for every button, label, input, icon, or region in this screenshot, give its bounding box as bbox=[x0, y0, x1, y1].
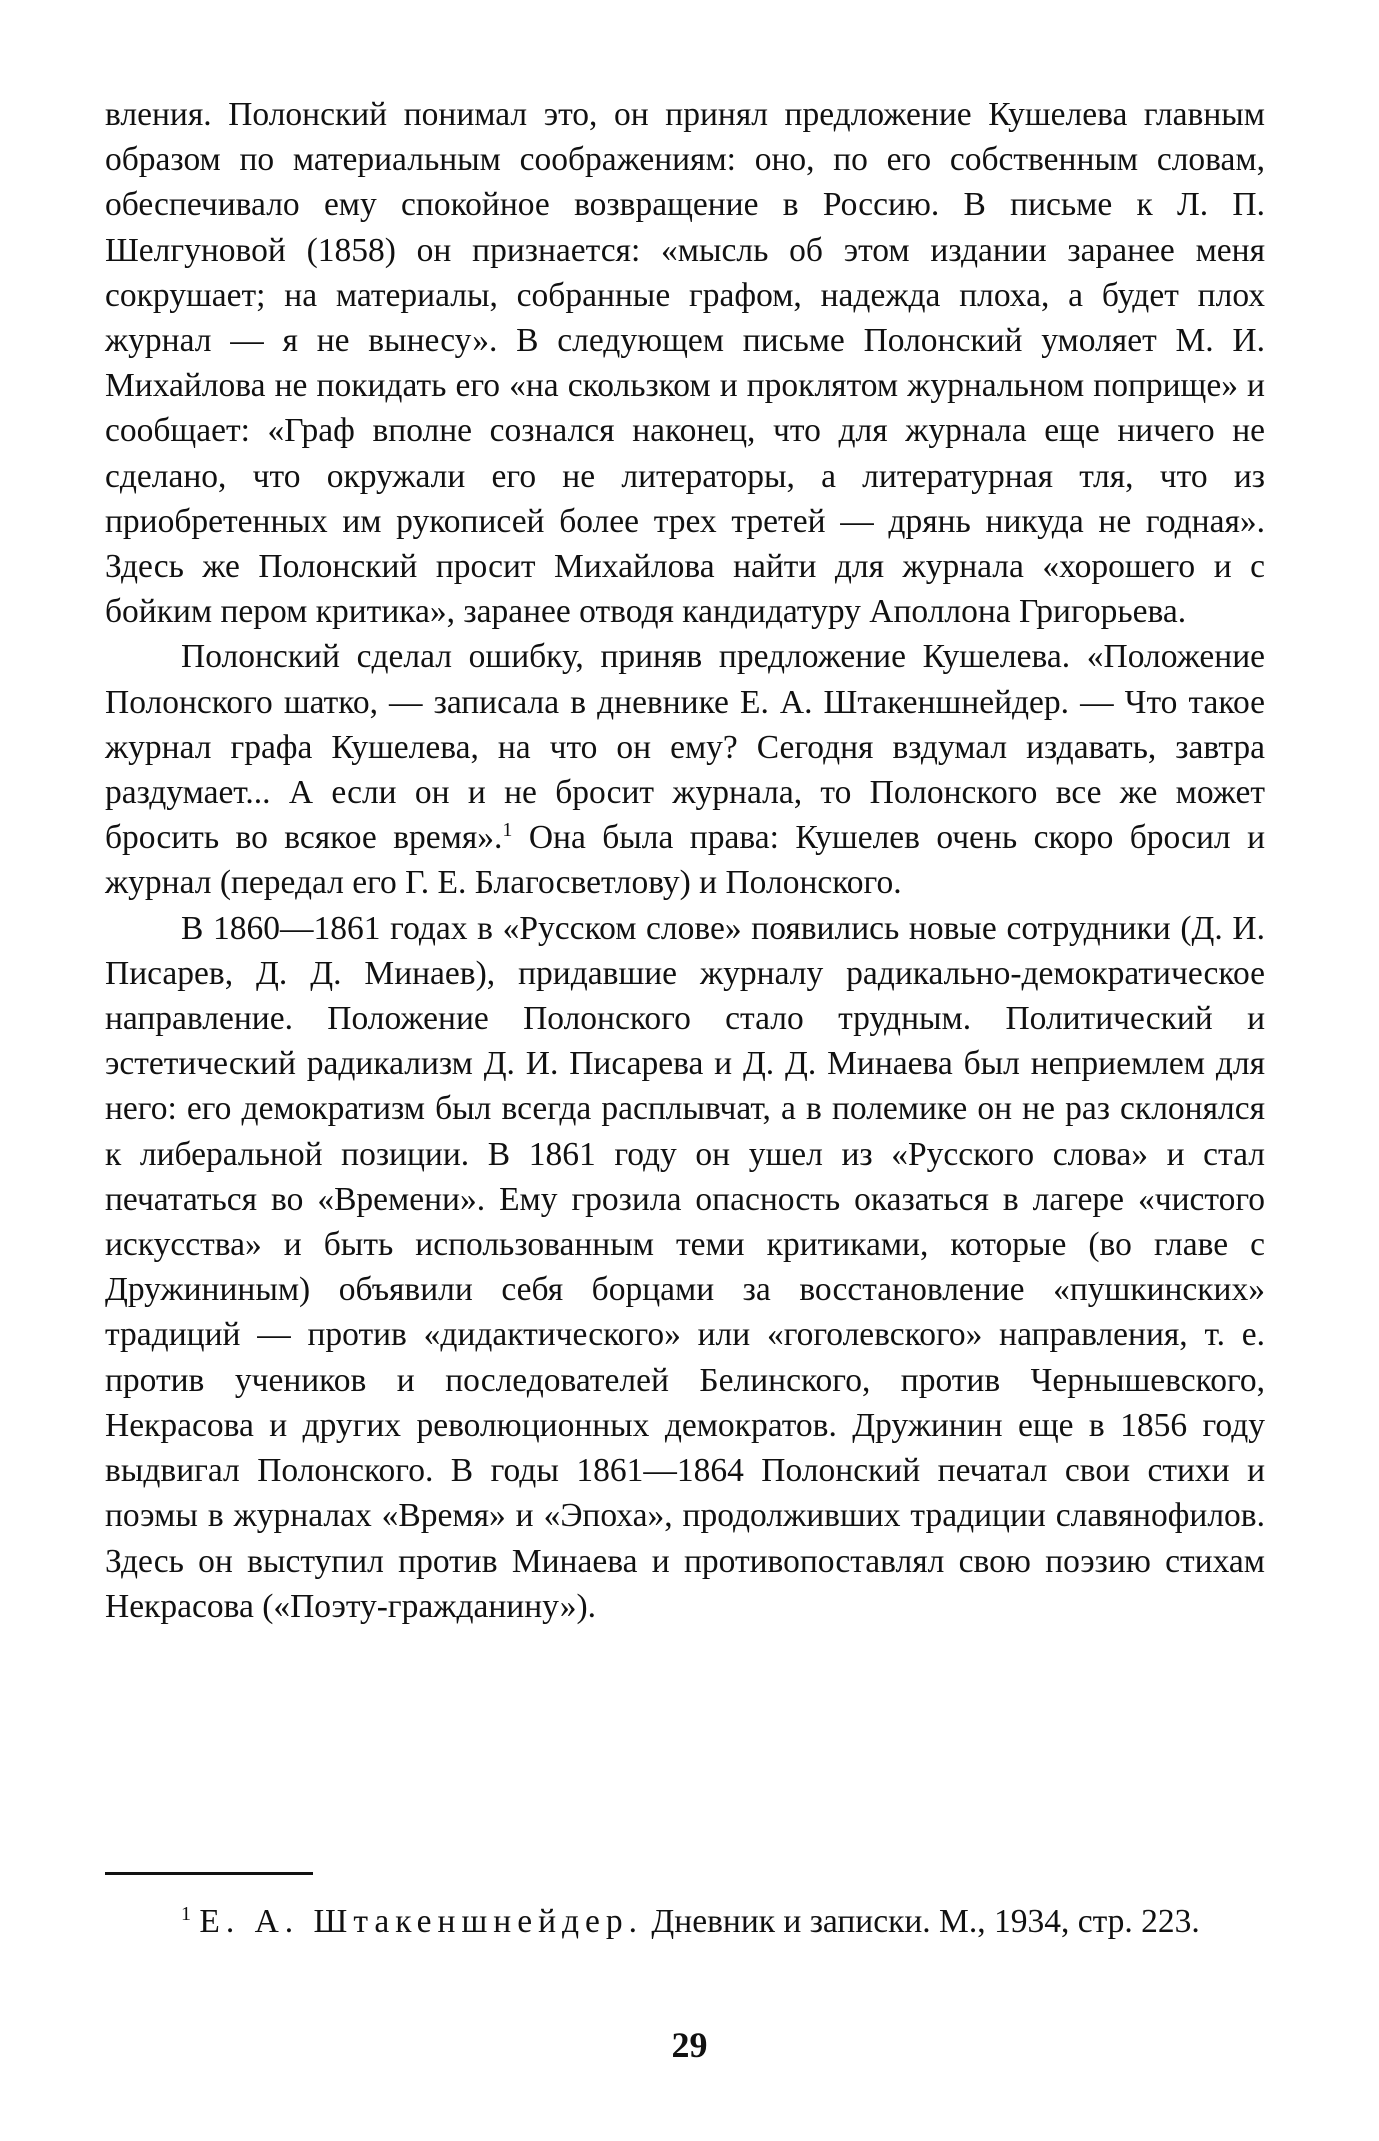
footnote-text: Дневник и записки. М., 1934, стр. 223. bbox=[651, 1903, 1200, 1940]
paragraph-2-continuation: Она была права: Кушелев очень скоро бросил и журнал (передал его Г. Е. Благосветлову) и Полонского. bbox=[105, 819, 1266, 902]
footnote-number: 1 bbox=[181, 1902, 191, 1925]
footnote bbox=[105, 1900, 1265, 1944]
footnote-divider bbox=[105, 1872, 313, 1875]
paragraph-3: В 1860—1861 годах в «Русском слове» появились новые сотрудники (Д. И. Писарев, Д. Д. Минаев), придавшие журналу радикально-демократическое направление. Положение Полонского стало трудным. Политический и эстетический радикализм Д. И. Писарева и Д. Д. Минаева был неприемлем для него: его демократизм был всегда расплывчат, а в полемике он не раз склонялся к либеральной позиции. В 1861 году он ушел из «Русского слова» и стал печататься во «Времени». Ему грозила опасность оказаться в лагере «чистого искусства» и быть использованным теми критиками, которые (во главе с Дружининым) объявили себя борцами за восстановление «пушкинских» традиций — против «дидактического» или «гоголевского» направления, т. е. против учеников и последователей Белинского, против Чернышевского, Некрасова и других революционных демократов. Дружинин еще в 1856 году выдвигал Полонского. В годы 1861—1864 Полонский печатал свои стихи и поэмы в журналах «Время» и «Эпоха», продолживших традиции славянофилов. Здесь он выступил против Минаева и противопоставлял свою поэзию стихам Некрасова («Поэту-гражданину»). bbox=[105, 909, 1265, 1625]
page-number: 29 bbox=[671, 2025, 708, 2065]
page-body bbox=[105, 92, 1265, 1629]
paragraph-2 bbox=[105, 634, 1265, 905]
footnote-reference: 1 bbox=[502, 819, 513, 842]
paragraph-1: вления. Полонский понимал это, он принял предложение Кушелева главным образом по материальным соображениям: оно, по его собственным словам, обеспечивало ему спокойное возвращение в Россию. В письме к Л. П. Шелгуновой (1858) он признается: «мысль об этом издании заранее меня сокрушает; на материалы, собранные графом, надежда плоха, а будет плох журнал — я не вынесу». В следующем письме Полонский умоляет М. И. Михайлова не покидать его «на скользком и проклятом журнальном поприще» и сообщает: «Граф вполне сознался наконец, что для журнала еще ничего не сделано, что окружали его не литераторы, а литературная тля, что из приобретенных им рукописей более трех третей — дрянь никуда не годная». Здесь же Полонский просит Михайлова найти для журнала «хорошего и с бойким пером критика», заранее отводя кандидатуру Аполлона Григорьева. bbox=[105, 96, 1265, 631]
footnote-author: Е. А. Штакеншнейдер. bbox=[199, 1903, 644, 1940]
paragraph-2-text: Полонский сделал ошибку, приняв предложение Кушелева. «Положение Полонского шатко, — записала в дневнике Е. А. Штакеншнейдер. — Что такое журнал графа Кушелева, на что он ему? Сегодня вздумал издавать, завтра раздумает... А если он и не бросит журнала, то Полонского все же может бросить во всякое время». bbox=[105, 638, 1265, 857]
